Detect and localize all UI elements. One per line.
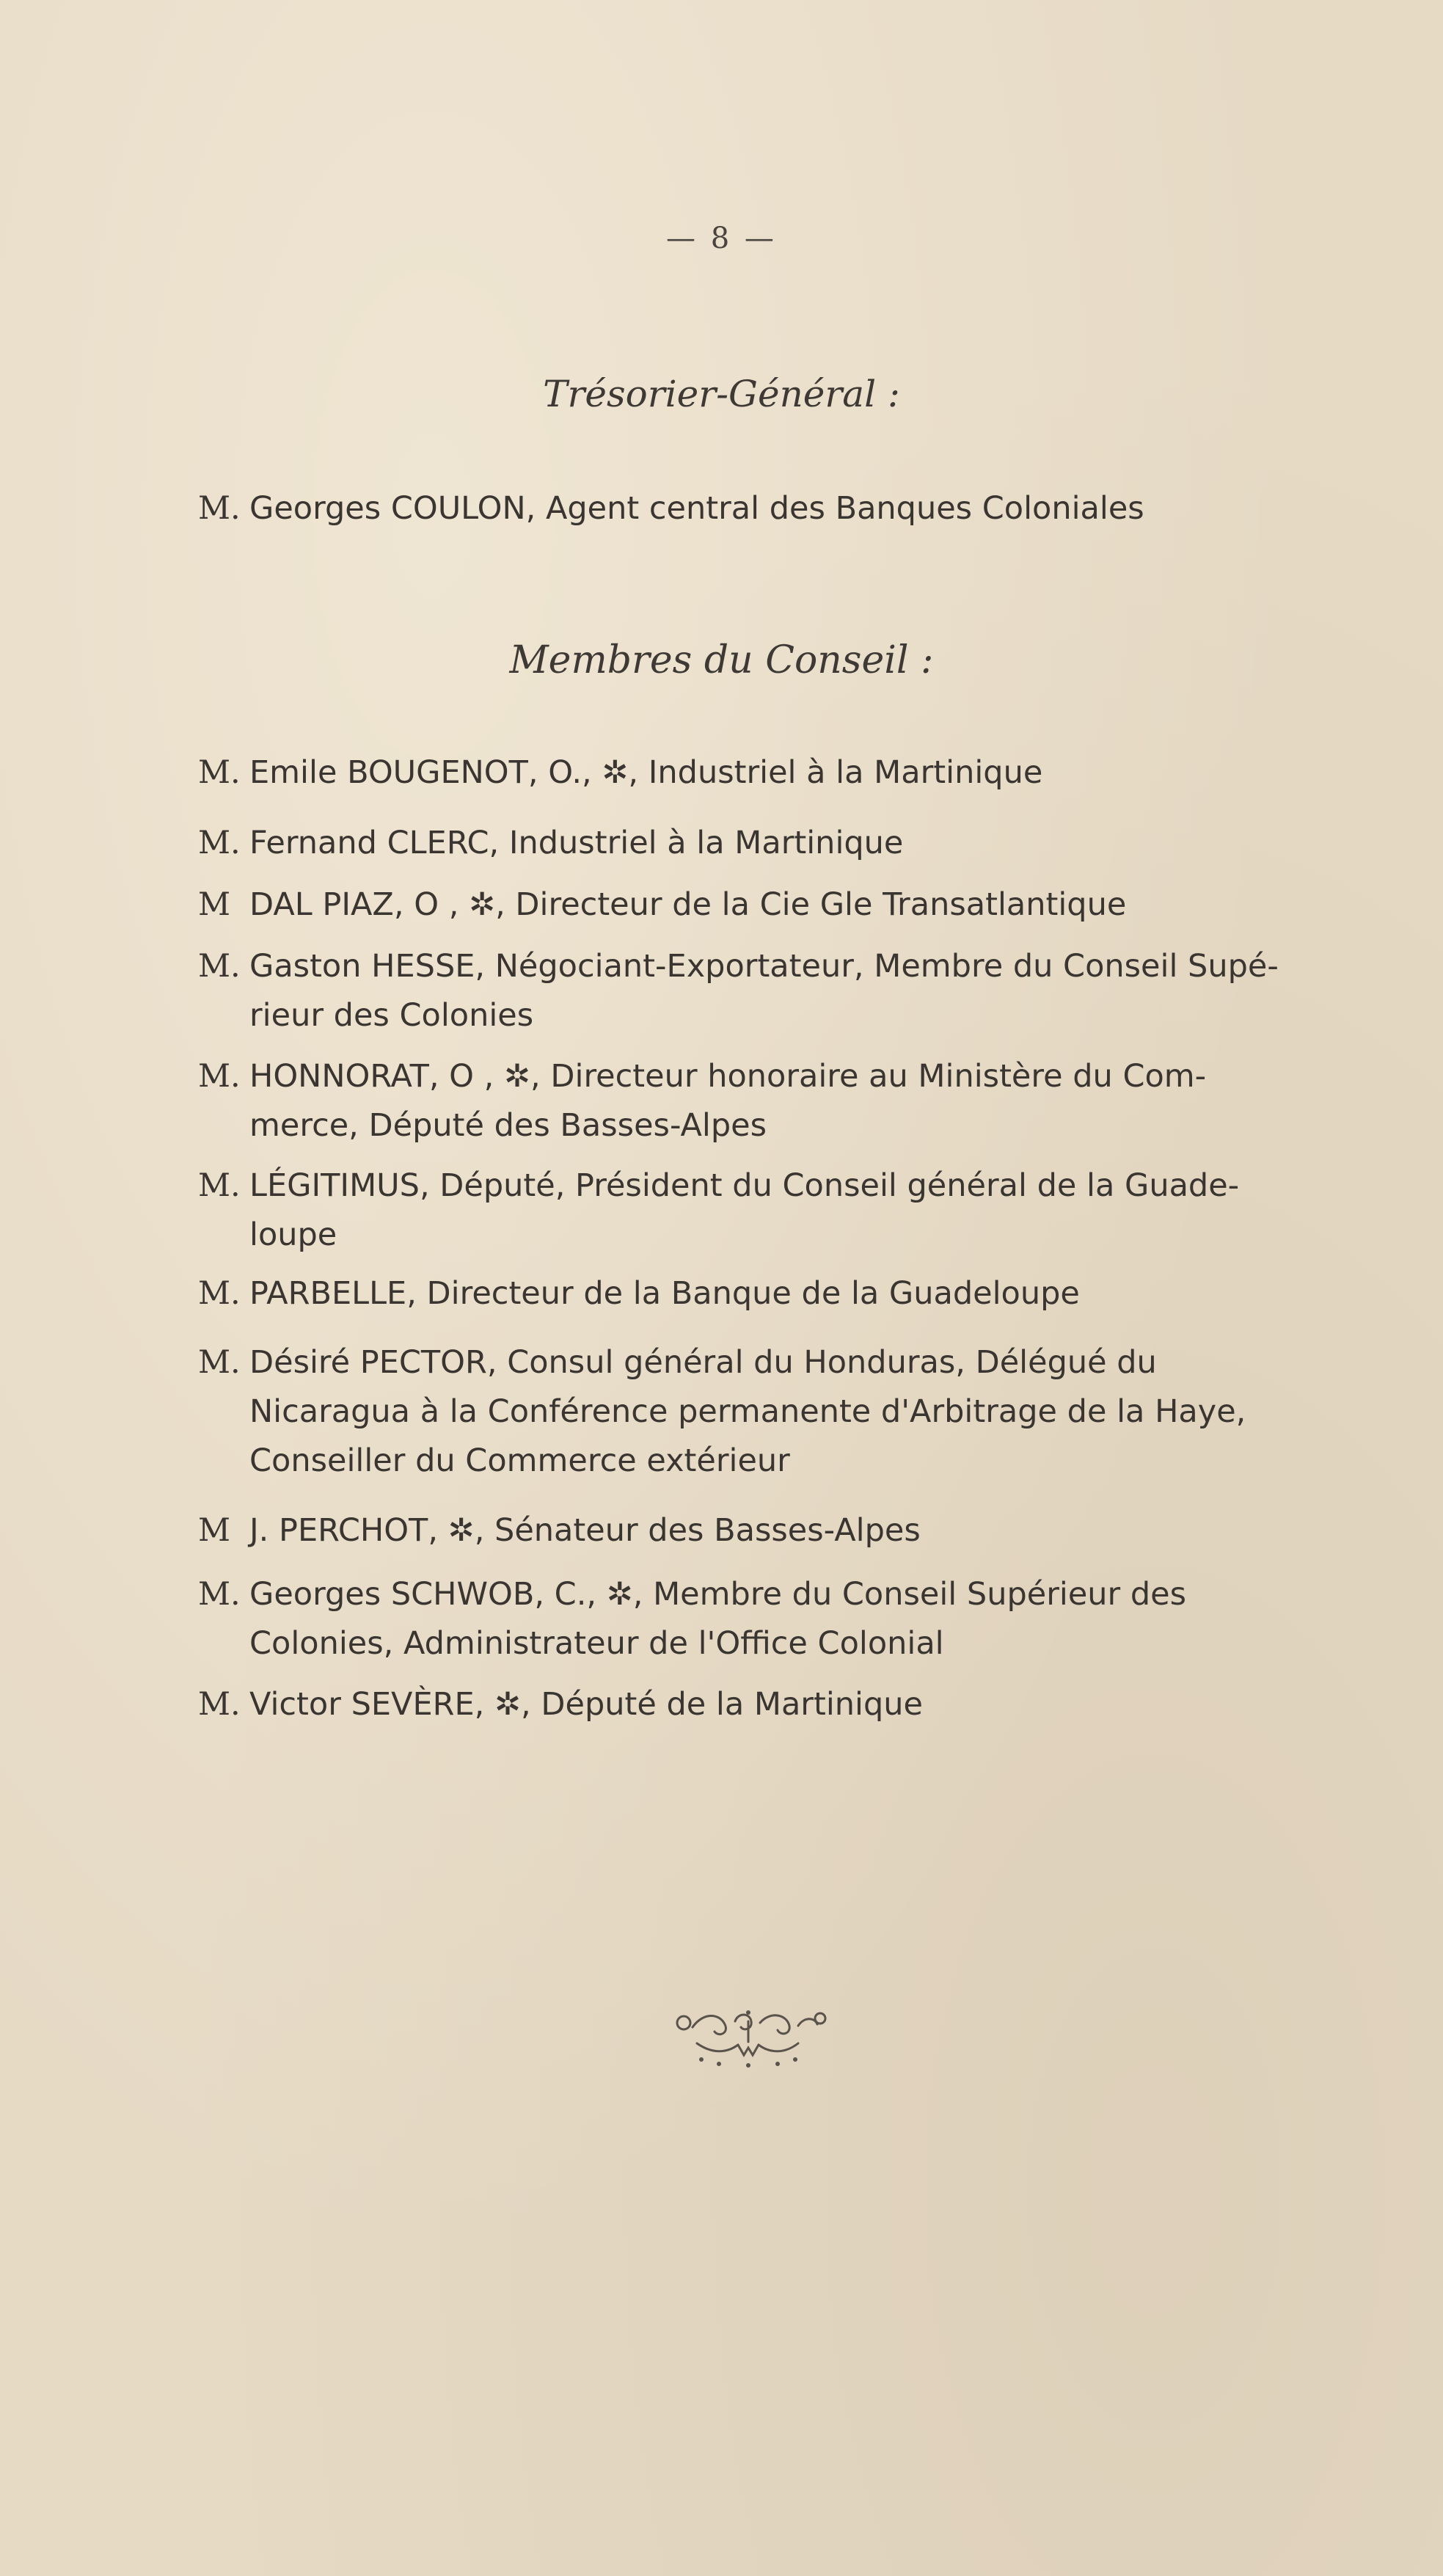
entry-member [198,1052,1291,1150]
entry-line: Georges COULON, Agent central des Banques Coloniales [249,490,1144,527]
entry-prefix: M [198,1512,231,1549]
entry-line: Conseiller du Commerce extérieur [249,1442,790,1479]
entry-line: DAL PIAZ, O , ✲, Directeur de la Cie Gle Transatlantique [249,886,1127,923]
heading-tresorier-general: Trésorier-Général : [543,373,900,415]
entry-line: Colonies, Administrateur de l'Office Colonial [249,1625,944,1662]
entry-member [198,1338,1291,1486]
entry-tresorier [198,484,1291,533]
entry-prefix: M. [198,1058,241,1095]
entry-member [198,880,1291,930]
entry-line: PARBELLE, Directeur de la Banque de la Guadeloupe [249,1275,1080,1312]
entry-line: Georges SCHWOB, C., ✲, Membre du Conseil Supérieur des [249,1576,1187,1613]
entry-prefix: M. [198,1576,241,1613]
entry-prefix: M. [198,490,241,527]
entry-member [198,819,1291,868]
entry-prefix: M. [198,1167,241,1204]
entry-member [198,1680,1291,1729]
entry-line: Fernand CLERC, Industriel à la Martinique [249,825,904,861]
entry-prefix: M. [198,754,241,791]
floral-vignette-icon [668,2007,829,2073]
entry-member [198,942,1291,1040]
entry-member [198,748,1291,798]
entry-member [198,1161,1291,1260]
entry-line: Nicaragua à la Conférence permanente d'Arbitrage de la Haye, [249,1393,1246,1430]
entry-member [198,1570,1291,1668]
entry-line: J. PERCHOT, ✲, Sénateur des Basses-Alpes [249,1512,921,1549]
entry-line: merce, Député des Basses-Alpes [249,1107,767,1144]
entry-line: loupe [249,1216,337,1253]
entry-line: rieur des Colonies [249,997,534,1034]
entry-member [198,1506,1291,1555]
entry-prefix: M [198,886,231,923]
entry-line: Désiré PECTOR, Consul général du Honduras, Délégué du [249,1344,1157,1381]
entry-prefix: M. [198,1686,241,1723]
entry-line: Gaston HESSE, Négociant-Exportateur, Membre du Conseil Supé- [249,948,1279,985]
entry-line: Emile BOUGENOT, O., ✲, Industriel à la Martinique [249,754,1043,791]
entry-line: HONNORAT, O , ✲, Directeur honoraire au Ministère du Com- [249,1058,1207,1095]
entry-member [198,1269,1291,1318]
entry-line: Victor SEVÈRE, ✲, Député de la Martinique [249,1686,923,1723]
entry-prefix: M. [198,1344,241,1381]
entry-line: LÉGITIMUS, Député, Président du Conseil général de la Guade- [249,1167,1240,1204]
entry-prefix: M. [198,1275,241,1312]
page-number: — 8 — [666,222,777,255]
entry-prefix: M. [198,825,241,861]
entry-prefix: M. [198,948,241,985]
heading-membres-du-conseil: Membres du Conseil : [509,638,934,682]
